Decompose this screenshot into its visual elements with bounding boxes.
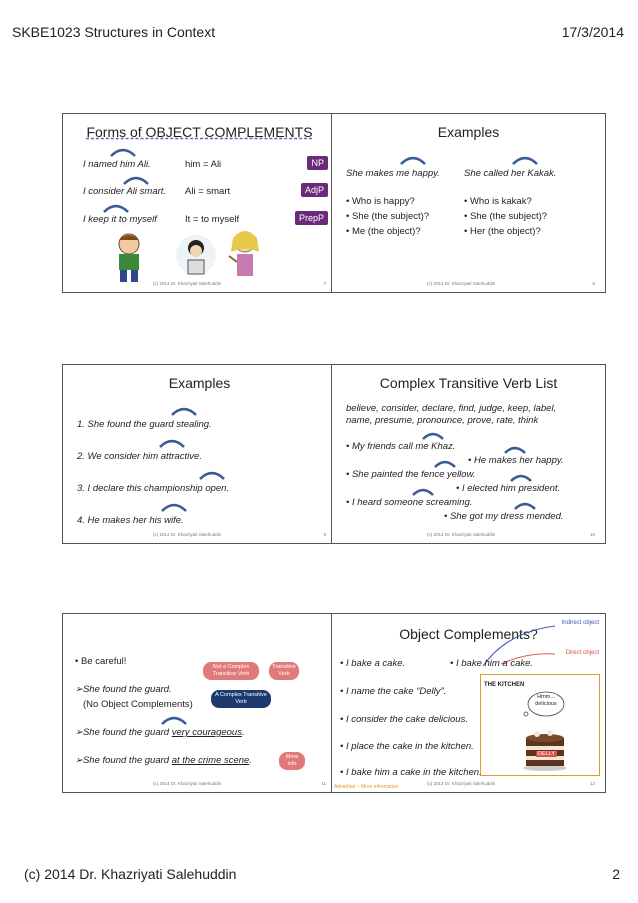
- arc-arrow-icon: [510, 152, 540, 166]
- slide-title: Forms of OBJECT COMPLEMENTS: [86, 124, 313, 140]
- arc-arrow-icon: [121, 172, 151, 186]
- slide-credit: (c) 2014 Dr. Khazriyati Salehuddin: [153, 532, 222, 537]
- slide-9: [62, 364, 337, 544]
- kitchen-label: THE KITCHEN: [484, 682, 525, 688]
- document-date: 17/3/2014: [561, 24, 624, 40]
- slide-title: Object Complements?: [399, 626, 538, 642]
- bullet-item: • Who is kakak?: [464, 196, 532, 207]
- arc-arrow-icon: [420, 429, 446, 441]
- np-tag: NP: [307, 156, 328, 170]
- adverbial-note: Adverbial -- More information: [334, 784, 399, 790]
- bullet-item: • She got my dress mended.: [444, 511, 564, 522]
- copyright-footer: (c) 2014 Dr. Khazriyati Salehuddin: [24, 866, 237, 882]
- arc-arrow-icon: [432, 457, 458, 469]
- girl-clipart-icon: [175, 234, 217, 284]
- example-sentence: She called her Kakak.: [464, 168, 557, 179]
- bullet-item: • I consider the cake delicious.: [340, 714, 468, 725]
- arc-arrow-icon: [169, 403, 199, 417]
- bullet-item: • I bake him a cake.: [450, 658, 534, 669]
- slide-8: [331, 113, 606, 293]
- example-sentence: She makes me happy.: [346, 168, 440, 179]
- equation: him = Ali: [185, 159, 222, 170]
- example-item: 1. She found the guard stealing.: [77, 419, 212, 430]
- prepp-tag: PrepP: [295, 211, 328, 225]
- arc-arrow-icon: [108, 144, 138, 158]
- bullet-item: • I heard someone screaming.: [346, 497, 473, 508]
- bullet-item: • Her (the object)?: [464, 226, 541, 237]
- boy-clipart-icon: [107, 232, 151, 284]
- document-course-title: SKBE1023 Structures in Context: [12, 24, 216, 40]
- bullet-item: • My friends call me Khaz.: [346, 441, 456, 452]
- slide-title: Complex Transitive Verb List: [379, 375, 558, 391]
- slide-10: [331, 364, 606, 544]
- slide-title: Examples: [437, 124, 500, 140]
- slide-12: [331, 613, 606, 793]
- slide-credit: (c) 2014 Dr. Khazriyati Salehuddin: [153, 281, 222, 286]
- arc-arrow-icon: [157, 435, 187, 449]
- cake-label: DELLY: [538, 751, 556, 757]
- complex-transitive-pill: A Complex Transitive Verb: [211, 690, 271, 708]
- example-sentence: ➢She found the guard.: [75, 684, 172, 695]
- arc-arrow-icon: [502, 443, 528, 455]
- arc-arrow-icon: [398, 152, 428, 166]
- arc-arrow-icon: [197, 467, 227, 481]
- example-sentence: I consider Ali smart.: [83, 186, 167, 197]
- indirect-object-label: Indirect object: [561, 620, 599, 626]
- slide-number: 12: [589, 781, 595, 786]
- slide-number: 11: [321, 781, 326, 786]
- bullet-item: • She (the subject)?: [346, 211, 430, 222]
- cake-image-icon: [522, 724, 568, 772]
- arc-arrow-icon: [410, 485, 436, 497]
- slide-number: 7: [323, 281, 326, 286]
- example-note: (No Object Complements): [83, 699, 193, 710]
- example-sentence: ➢She found the guard at the crime scene.: [75, 755, 252, 766]
- more-info-pill: More info: [279, 752, 305, 770]
- woman-clipart-icon: [223, 228, 269, 286]
- transitive-verb-pill: Transitive Verb: [269, 662, 299, 680]
- slide-credit: (c) 2014 Dr. Khazriyati Salehuddin: [427, 281, 496, 286]
- thought-bubble-text: Hmm... delicious: [535, 694, 557, 707]
- bullet-item: • I bake him a cake in the kitchen.: [340, 767, 482, 778]
- arc-arrow-icon: [159, 712, 189, 726]
- equation: It = to myself: [185, 214, 240, 225]
- example-item: 4. He makes her his wife.: [77, 515, 184, 526]
- bullet-item: • I bake a cake.: [340, 658, 406, 669]
- slide-number: 10: [589, 532, 595, 537]
- slide-credit: (c) 2014 Dr. Khazriyati Salehuddin: [427, 532, 496, 537]
- not-complex-pill: Not a Complex Transitive Verb: [203, 662, 259, 680]
- slide-7: [62, 113, 337, 293]
- bullet-item: • She painted the fence yellow.: [346, 469, 476, 480]
- bullet-item: • Who is happy?: [346, 196, 415, 207]
- bullet-item: • I elected him president.: [456, 483, 561, 494]
- arc-arrow-icon: [508, 471, 534, 483]
- bullet-item: • Me (the object)?: [346, 226, 421, 237]
- bullet-item: • He makes her happy.: [468, 455, 564, 466]
- slide-number: 9: [323, 532, 326, 537]
- bullet-item: • I name the cake “Delly”.: [340, 686, 447, 697]
- equation: Ali = smart: [185, 186, 231, 197]
- slide-11: [62, 613, 337, 793]
- slide-credit: (c) 2014 Dr. Khazriyati Salehuddin: [153, 781, 222, 786]
- example-sentence: I named him Ali.: [83, 159, 151, 170]
- slide-number: 8: [592, 281, 595, 286]
- example-item: 3. I declare this championship open.: [77, 483, 230, 494]
- verb-list: believe, consider, declare, find, judge, keep, label, name, presume, pronounce, prove, rate, think: [346, 403, 557, 426]
- direct-object-label: Direct object: [565, 650, 599, 656]
- slide-credit: (c) 2014 Dr. Khazriyati Salehuddin: [427, 781, 496, 786]
- page-number: 2: [612, 866, 620, 882]
- example-sentence: ➢She found the guard very courageous.: [75, 727, 245, 738]
- arc-arrow-icon: [512, 499, 538, 511]
- adjp-tag: AdjP: [301, 183, 328, 197]
- slide-title: Examples: [168, 375, 231, 391]
- bullet-item: • She (the subject)?: [464, 211, 548, 222]
- warning-text: • Be careful!: [75, 656, 127, 667]
- example-item: 2. We consider him attractive.: [77, 451, 202, 462]
- arc-arrow-icon: [101, 200, 131, 214]
- example-sentence: I keep it to myself: [83, 214, 157, 225]
- arc-arrow-icon: [159, 499, 189, 513]
- bullet-item: • I place the cake in the kitchen.: [340, 741, 474, 752]
